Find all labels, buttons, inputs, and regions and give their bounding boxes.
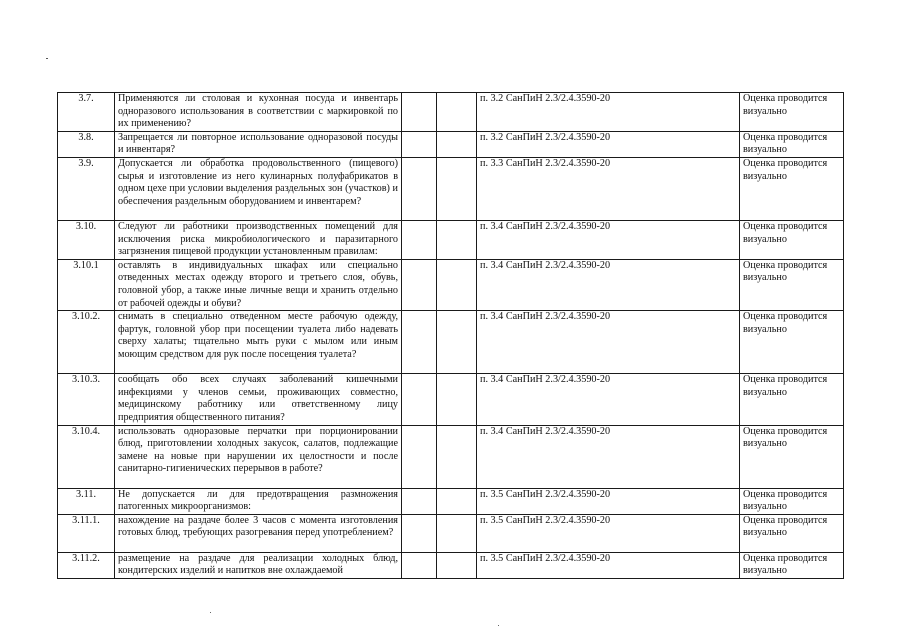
item-number: 3.10.4. — [58, 425, 115, 488]
regulation-reference: п. 3.4 СанПиН 2.3/2.4.3590-20 — [477, 220, 740, 259]
scan-speck — [210, 612, 211, 613]
answer-cell-no[interactable] — [437, 259, 477, 310]
table-row — [58, 514, 844, 552]
answer-cell-yes[interactable] — [402, 514, 437, 552]
table-row — [58, 311, 844, 374]
item-number: 3.11.1. — [58, 514, 115, 552]
answer-cell-yes[interactable] — [402, 131, 437, 157]
answer-cell-no[interactable] — [437, 488, 477, 514]
regulation-reference: п. 3.4 СанПиН 2.3/2.4.3590-20 — [477, 374, 740, 425]
answer-cell-no[interactable] — [437, 425, 477, 488]
answer-cell-yes[interactable] — [402, 259, 437, 310]
requirement-question: оставлять в индивидуальных шкафах или специально отведенных местах одежду второго и третьего слоя, обувь, головной убор, а также иные личные вещи и хранить отдельно от рабочей одежды и обуви? — [115, 259, 402, 310]
requirement-question: размещение на раздаче для реализации холодных блюд, кондитерских изделий и напитков вне охлаждаемой — [115, 552, 402, 578]
assessment-note: Оценка проводится визуально — [740, 311, 844, 374]
item-number: 3.10. — [58, 220, 115, 259]
item-number: 3.10.1 — [58, 259, 115, 310]
checklist-page — [57, 92, 843, 579]
assessment-note: Оценка проводится визуально — [740, 131, 844, 157]
answer-cell-no[interactable] — [437, 220, 477, 259]
requirement-question: сообщать обо всех случаях заболеваний кишечными инфекциями у членов семьи, проживающих совместно, медицинскому работнику или ответственному лицу предприятия общественного питания? — [115, 374, 402, 425]
requirement-question: Запрещается ли повторное использование одноразовой посуды и инвентаря? — [115, 131, 402, 157]
regulation-reference: п. 3.3 СанПиН 2.3/2.4.3590-20 — [477, 157, 740, 220]
regulation-reference: п. 3.2 СанПиН 2.3/2.4.3590-20 — [477, 93, 740, 132]
answer-cell-yes[interactable] — [402, 488, 437, 514]
answer-cell-no[interactable] — [437, 131, 477, 157]
regulation-reference: п. 3.2 СанПиН 2.3/2.4.3590-20 — [477, 131, 740, 157]
requirement-question: Следуют ли работники производственных помещений для исключения риска микробиологического и паразитарного загрязнения пищевой продукции установленным правилам: — [115, 220, 402, 259]
item-number: 3.10.2. — [58, 311, 115, 374]
item-number: 3.7. — [58, 93, 115, 132]
regulation-reference: п. 3.5 СанПиН 2.3/2.4.3590-20 — [477, 514, 740, 552]
assessment-note: Оценка проводится визуально — [740, 93, 844, 132]
item-number: 3.10.3. — [58, 374, 115, 425]
answer-cell-no[interactable] — [437, 157, 477, 220]
table-row — [58, 552, 844, 578]
assessment-note: Оценка проводится визуально — [740, 514, 844, 552]
assessment-note: Оценка проводится визуально — [740, 259, 844, 310]
answer-cell-no[interactable] — [437, 514, 477, 552]
assessment-note: Оценка проводится визуально — [740, 488, 844, 514]
table-row — [58, 157, 844, 220]
assessment-note: Оценка проводится визуально — [740, 425, 844, 488]
answer-cell-no[interactable] — [437, 311, 477, 374]
answer-cell-yes[interactable] — [402, 374, 437, 425]
item-number: 3.8. — [58, 131, 115, 157]
table-row — [58, 220, 844, 259]
answer-cell-no[interactable] — [437, 374, 477, 425]
answer-cell-no[interactable] — [437, 552, 477, 578]
answer-cell-yes[interactable] — [402, 220, 437, 259]
assessment-note: Оценка проводится визуально — [740, 374, 844, 425]
requirement-question: Допускается ли обработка продовольственного (пищевого) сырья и изготовление из него кулинарных полуфабрикатов в одном цехе при условии выделения раздельных зон (участков) и обеспечения раздельным оборудованием и инвентарем? — [115, 157, 402, 220]
regulation-reference: п. 3.4 СанПиН 2.3/2.4.3590-20 — [477, 311, 740, 374]
checklist-table — [57, 92, 844, 579]
answer-cell-yes[interactable] — [402, 425, 437, 488]
assessment-note: Оценка проводится визуально — [740, 157, 844, 220]
answer-cell-no[interactable] — [437, 93, 477, 132]
regulation-reference: п. 3.4 СанПиН 2.3/2.4.3590-20 — [477, 425, 740, 488]
scan-speck — [46, 58, 48, 59]
requirement-question: Не допускается ли для предотвращения размножения патогенных микроорганизмов: — [115, 488, 402, 514]
table-row — [58, 93, 844, 132]
assessment-note: Оценка проводится визуально — [740, 220, 844, 259]
item-number: 3.11. — [58, 488, 115, 514]
scan-speck — [498, 625, 499, 626]
table-row — [58, 131, 844, 157]
requirement-question: использовать одноразовые перчатки при порционировании блюд, приготовлении холодных закусок, салатов, подлежащие замене на новые при нарушении их целостности и после санитарно-гигиенических перерывов в работе? — [115, 425, 402, 488]
item-number: 3.11.2. — [58, 552, 115, 578]
table-row — [58, 425, 844, 488]
requirement-question: нахождение на раздаче более 3 часов с момента изготовления готовых блюд, требующих разогревания перед употреблением? — [115, 514, 402, 552]
assessment-note: Оценка проводится визуально — [740, 552, 844, 578]
item-number: 3.9. — [58, 157, 115, 220]
requirement-question: снимать в специально отведенном месте рабочую одежду, фартук, головной убор при посещении туалета либо надевать сверху халаты; тщательно мыть руки с мылом или иным моющим средством для рук после посещения туалета? — [115, 311, 402, 374]
table-row — [58, 488, 844, 514]
table-row — [58, 259, 844, 310]
regulation-reference: п. 3.5 СанПиН 2.3/2.4.3590-20 — [477, 552, 740, 578]
requirement-question: Применяются ли столовая и кухонная посуда и инвентарь одноразового использования в соответствии с маркировкой по их применению? — [115, 93, 402, 132]
answer-cell-yes[interactable] — [402, 157, 437, 220]
answer-cell-yes[interactable] — [402, 552, 437, 578]
table-row — [58, 374, 844, 425]
regulation-reference: п. 3.5 СанПиН 2.3/2.4.3590-20 — [477, 488, 740, 514]
regulation-reference: п. 3.4 СанПиН 2.3/2.4.3590-20 — [477, 259, 740, 310]
answer-cell-yes[interactable] — [402, 311, 437, 374]
answer-cell-yes[interactable] — [402, 93, 437, 132]
